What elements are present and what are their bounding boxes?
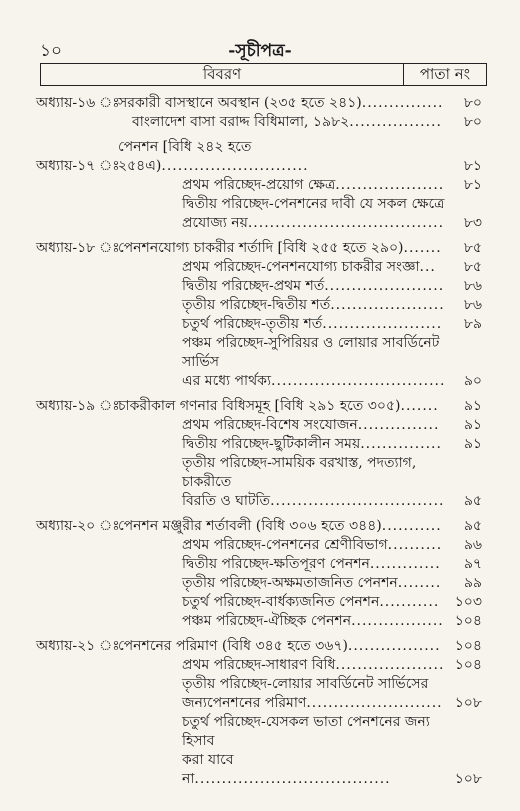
entry-title: পেনশনের পরিমাণ (বিধি ৩৪৫ হতে ৩৬৭)	[118, 638, 348, 654]
dot-leader: ...........	[379, 594, 440, 610]
entry-title: চতুর্থ পরিচ্ছেদ-তৃতীয় শর্ত	[182, 316, 323, 332]
toc-section-row	[36, 315, 482, 334]
entry-text	[118, 574, 446, 593]
entry-text	[118, 113, 446, 132]
toc-section-row	[36, 612, 482, 631]
entry-title: পেনশন মঞ্জুরীর শর্তাবলী (বিধি ৩০৬ হতে ৩৪৪)	[118, 518, 382, 534]
entry-text	[118, 593, 446, 612]
page-ref: ৯১	[463, 417, 482, 433]
dot-leader: ...........	[381, 518, 442, 534]
toc-chapter-row	[36, 517, 482, 536]
page-ref: ৮৫	[463, 259, 482, 275]
page-ref: ১০৪	[454, 657, 482, 673]
entry-text	[118, 656, 446, 675]
page-ref: ৮১	[463, 177, 482, 193]
dot-leader: ......................	[324, 278, 445, 294]
toc-section-row	[36, 536, 482, 555]
entry-text	[118, 675, 446, 713]
page-ref: ১০৮	[454, 771, 482, 787]
entry-title: তৃতীয় পরিচ্ছেদ-দ্বিতীয় শর্ত	[182, 297, 331, 313]
dot-leader: ......................	[322, 316, 443, 332]
dot-leader: ....................	[335, 177, 445, 193]
entry-title: পেনশন [বিধি ২৪২ হতে ২৫৪এ)	[118, 139, 252, 174]
dot-leader: ................................	[270, 493, 445, 509]
entry-text	[118, 435, 446, 454]
page-ref: ৯১	[463, 398, 482, 414]
toc-section-row	[36, 334, 482, 391]
toc-section-row	[36, 454, 482, 511]
page-ref: ৯৭	[463, 556, 482, 572]
entry-text	[118, 258, 446, 277]
entry-title: পেনশনযোগ্য চাকরীর শর্তাদি [বিধি ২৫৫ হতে ২৯০)	[118, 240, 404, 256]
entry-text	[118, 517, 446, 536]
toc-section-row	[36, 593, 482, 612]
entry-title-continued: করা যাবে না	[182, 752, 234, 787]
dot-leader: ................................	[271, 373, 446, 389]
entry-text	[118, 277, 446, 296]
entry-text	[118, 612, 446, 631]
dot-leader: ...	[419, 259, 436, 275]
entry-text	[118, 195, 446, 233]
toc-section-row	[36, 277, 482, 296]
page-ref: ১০৪	[454, 638, 482, 654]
entry-text	[118, 555, 446, 574]
entry-text	[118, 334, 446, 391]
toc-section-row	[36, 258, 482, 277]
dot-leader: .............	[369, 556, 441, 572]
toc-section-row	[36, 713, 482, 789]
entry-title: দ্বিতীয় পরিচ্ছেদ-পেনশনের দাবী যে সকল ক্ষেত্রে	[182, 196, 445, 212]
dot-leader: ....................................	[194, 771, 391, 787]
toc-section-row	[36, 555, 482, 574]
chapter-label: অধ্যায়-১৭ ঃ	[36, 158, 120, 174]
dot-leader: .................	[349, 114, 442, 130]
toc-chapter-row	[36, 239, 482, 258]
entry-text	[118, 536, 446, 555]
entry-title: চতুর্থ পরিচ্ছেদ-বার্ধক্যজনিত পেনশন	[182, 594, 380, 610]
toc-section-row	[36, 416, 482, 435]
chapter-label: অধ্যায়-২০ ঃ	[36, 518, 120, 534]
page-ref: ৮৬	[463, 278, 482, 294]
entry-title: দ্বিতীয় পরিচ্ছেদ-ছুটিকালীন সময়	[182, 436, 361, 452]
page-ref: ৯৫	[463, 493, 482, 509]
page-ref: ৮৫	[463, 240, 482, 256]
page-ref: ৯১	[463, 436, 482, 452]
dot-leader: .......	[403, 240, 442, 256]
entry-title: তৃতীয় পরিচ্ছেদ-অক্ষমতাজনিত পেনশন	[182, 575, 398, 591]
page-ref: ৮০	[463, 114, 482, 130]
entry-text	[118, 138, 446, 176]
entry-text	[118, 239, 446, 258]
entry-text	[118, 454, 446, 511]
page-ref: ৮৩	[463, 215, 482, 231]
dot-leader: ....................	[335, 657, 445, 673]
description-column-header: বিবরণ	[41, 64, 404, 85]
entry-title: চাকরীকাল গণনার বিধিসমূহ [বিধি ২৯১ হতে ৩০৫)	[118, 398, 401, 414]
entry-title-continued: বিরতি ও ঘাটতি	[182, 493, 271, 509]
page-ref: ৮১	[463, 158, 482, 174]
chapter-label: অধ্যায়-১৮ ঃ	[36, 240, 120, 256]
entry-text	[118, 176, 446, 195]
dot-leader: .........................	[306, 695, 443, 711]
entry-title: বাংলাদেশ বাসা বরাদ্দ বিধিমালা, ১৯৮২	[132, 114, 350, 130]
entry-title: পঞ্চম পরিচ্ছেদ-সুপিরিয়র ও লোয়ার সাবর্ডিনেট সার্ভিস	[182, 335, 440, 370]
page-column-header: পাতা নং	[419, 65, 471, 83]
dot-leader: ...............	[360, 436, 442, 452]
entry-title: সরকারী বাসস্থানে অবস্থান (২৩৫ হতে ২৪১)	[118, 95, 362, 111]
entry-title: পঞ্চম পরিচ্ছেদ-ঐচ্ছিক পেনশন	[182, 613, 352, 629]
chapter-label: অধ্যায়-২১ ঃ	[36, 638, 120, 654]
page-ref: ১০৩	[454, 594, 482, 610]
page-number: ১০	[40, 41, 63, 61]
page-ref: ৯০	[463, 373, 482, 389]
page-ref: ৮৬	[463, 297, 482, 313]
toc-chapter-row	[36, 637, 482, 656]
entry-title: চতুর্থ পরিচ্ছেদ-যেসকল ভাতা পেনশনের জন্য হিসাব	[182, 714, 430, 749]
entry-title-continued: প্রযোজ্য নয়	[182, 215, 248, 231]
entry-text	[118, 296, 446, 315]
toc-section-row	[36, 675, 482, 713]
entry-title: তৃতীয় পরিচ্ছেদ-সাময়িক বরখাস্ত, পদত্যাগ, চাকরীতে	[182, 455, 417, 490]
entry-title-continued: এর মধ্যে পার্থক্য	[182, 373, 272, 389]
entry-title: প্রথম পরিচ্ছেদ-সাধারণ বিধি	[182, 657, 336, 673]
toc-chapter-row	[36, 138, 482, 176]
chapter-label: অধ্যায়-১৬ ঃ	[36, 95, 120, 111]
toc-section-row	[36, 656, 482, 675]
entry-text	[118, 315, 446, 334]
table-header	[40, 63, 487, 86]
toc-chapter-row	[36, 94, 482, 113]
dot-leader: ....................................	[247, 215, 445, 231]
entry-text	[118, 637, 446, 656]
toc-section-row	[36, 435, 482, 454]
page-ref: ১০৪	[454, 613, 482, 629]
entry-title: দ্বিতীয় পরিচ্ছেদ-ক্ষতিপূরণ পেনশন	[182, 556, 370, 572]
page-ref: ৯৫	[463, 518, 482, 534]
dot-leader: ...............	[357, 417, 440, 433]
page-ref: ৮০	[463, 95, 482, 111]
toc-section-row	[36, 176, 482, 195]
entry-text	[118, 94, 446, 113]
entry-text	[118, 397, 446, 416]
entry-title: প্রথম পরিচ্ছেদ-পেনশনযোগ্য চাকরীর সংজ্ঞা	[182, 259, 420, 275]
chapter-label: অধ্যায়-১৯ ঃ	[36, 398, 120, 414]
dot-leader: .....................	[330, 297, 445, 313]
dot-leader: ...........................	[161, 158, 309, 174]
toc-section-row	[36, 296, 482, 315]
entry-title: প্রথম পরিচ্ছেদ-বিশেষ সংযোজন	[182, 417, 358, 433]
page-ref: ৯৬	[463, 537, 482, 553]
dot-leader: .................	[351, 613, 444, 629]
dot-leader: ...............	[361, 95, 444, 111]
entry-title: দ্বিতীয় পরিচ্ছেদ-প্রথম শর্ত	[182, 278, 325, 294]
toc-chapter-row	[36, 397, 482, 416]
dot-leader: .................	[347, 638, 441, 654]
toc-section-row	[36, 113, 482, 132]
entry-text	[118, 713, 446, 789]
dot-leader: ........	[397, 575, 442, 591]
dot-leader: ..........	[387, 537, 443, 553]
entry-title: তৃতীয় পরিচ্ছেদ-লোয়ার সাবর্ডিনেট সার্ভিসের	[182, 676, 429, 692]
dot-leader: .......	[400, 398, 439, 414]
page-title: -সূচীপত্র-	[228, 41, 292, 61]
toc-section-row	[36, 574, 482, 593]
entry-title: প্রথম পরিচ্ছেদ-প্রয়োগ ক্ষেত্র	[182, 177, 336, 193]
entry-text	[118, 416, 446, 435]
page-ref: ৮৯	[463, 316, 482, 332]
toc-list	[36, 94, 482, 789]
entry-title: প্রথম পরিচ্ছেদ-পেনশনের শ্রেণীবিভাগ	[182, 537, 388, 553]
toc-section-row	[36, 195, 482, 233]
page-ref: ৯৯	[463, 575, 482, 591]
page-ref: ১০৮	[454, 695, 482, 711]
entry-title-continued: জন্যপেনশনের পরিমাণ	[182, 695, 307, 711]
